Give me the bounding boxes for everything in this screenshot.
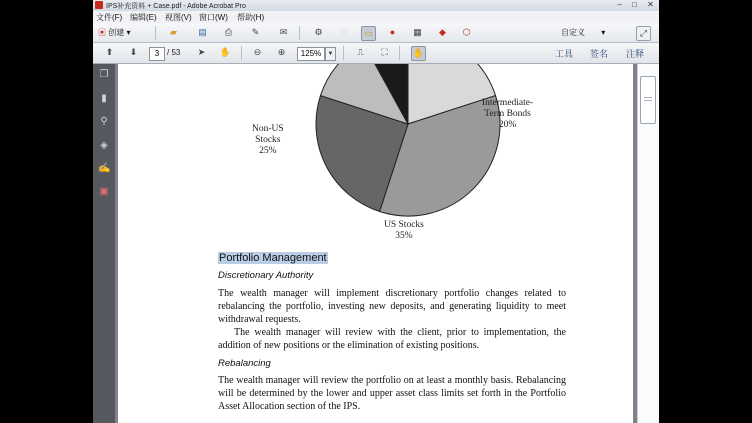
menu-view[interactable]: 视图(V) [165, 13, 192, 22]
layers-icon[interactable]: ◈ [100, 140, 108, 151]
pie-label-nonus [252, 124, 284, 157]
pie-label-bonds-value: 20% [498, 120, 517, 130]
pie-label-bonds-line2: Term Bonds [484, 109, 531, 119]
section-heading [218, 252, 328, 264]
vertical-scrollbar[interactable] [637, 64, 659, 423]
open-folder-icon[interactable]: ▰ [170, 27, 177, 37]
email-icon[interactable]: ✉ [279, 27, 288, 37]
next-page-icon[interactable]: ⬇ [129, 47, 138, 57]
scrollbar-grip [644, 97, 652, 98]
toolbar-divider [241, 46, 242, 60]
sticky-note-icon[interactable]: ▭ [361, 26, 376, 41]
pdf-page [118, 64, 633, 423]
create-label: 创建 [108, 28, 125, 37]
navigation-pane [93, 64, 115, 423]
allocation-pie-chart [118, 64, 633, 244]
scrollbar-thumb[interactable] [640, 76, 656, 124]
chevron-down-icon: ▾ [601, 28, 606, 37]
toolbar-divider [299, 26, 300, 40]
tools-pane-link[interactable]: 工具 [555, 49, 574, 59]
save-icon[interactable]: ▤ [198, 27, 207, 37]
subheading-rebalancing: Rebalancing [218, 358, 271, 369]
zoom-dropdown-icon[interactable]: ▼ [325, 47, 336, 61]
read-mode-icon[interactable]: ✋ [411, 46, 426, 61]
maximize-button[interactable]: □ [632, 0, 637, 9]
heading-highlight: Portfolio Management [219, 252, 327, 264]
attachments-icon[interactable]: ⚲ [100, 116, 108, 127]
menu-file[interactable]: 文件(F) [96, 13, 123, 22]
page-number-input[interactable]: 3 [149, 47, 165, 61]
markup-icon[interactable]: ▦ [413, 27, 422, 37]
pie-label-us-line1: US Stocks [384, 220, 424, 230]
share-icon[interactable]: ⬡ [462, 27, 471, 37]
fit-width-icon[interactable]: ⛶ [381, 47, 388, 57]
pie-label-nonus-value: 25% [259, 146, 277, 156]
close-button[interactable]: ✕ [647, 0, 654, 9]
toolbar-divider [343, 46, 344, 60]
pie-label-us-value: 35% [395, 231, 413, 241]
scrollbar-grip [644, 100, 652, 101]
zoom-input[interactable]: 125% [297, 47, 325, 61]
zoom-out-icon[interactable]: ⊖ [253, 47, 262, 57]
fit-page-icon[interactable]: ⎍ [357, 47, 364, 57]
zoom-in-icon[interactable]: ⊕ [277, 47, 286, 57]
highlight-icon[interactable]: ◆ [439, 27, 446, 37]
toolbar-divider [155, 26, 156, 40]
paragraph-rebalancing: The wealth manager will review the portfolio on at least a monthly basis. Rebalancing will be determined by the lower and upper asset class limits set forth in the Portfolio Asset Allocation section of the IPS. [218, 375, 566, 412]
hand-tool-icon[interactable]: ✋ [219, 47, 232, 57]
menu-window[interactable]: 窗口(W) [199, 13, 228, 22]
menu-edit[interactable]: 编辑(E) [130, 13, 157, 22]
chevron-down-icon: ▾ [126, 28, 131, 37]
menu-bar [93, 11, 659, 23]
settings-icon[interactable]: ⚙ [314, 27, 323, 37]
create-icon: ▣ [98, 28, 106, 37]
acrobat-app-icon [95, 1, 103, 9]
paragraph-review-text: The wealth manager will review with the client, prior to implementation, the addition of new positions or the elimination of existing positions. [218, 327, 566, 351]
stamp-icon[interactable]: ● [389, 27, 396, 37]
title-bar [93, 0, 659, 11]
create-button[interactable] [98, 26, 130, 39]
minimize-button[interactable]: – [617, 0, 622, 9]
main-toolbar [93, 23, 659, 43]
document-area [115, 64, 659, 423]
subheading-discretionary: Discretionary Authority [218, 270, 314, 281]
print-icon[interactable]: ⎙ [224, 27, 233, 37]
acrobat-window [93, 0, 659, 423]
menu-help[interactable]: 帮助(H) [237, 13, 265, 22]
toolbar-divider [399, 46, 400, 60]
edit-document-icon[interactable]: ✎ [251, 27, 260, 37]
content-icon[interactable]: ▣ [99, 186, 109, 197]
pie-label-us [384, 220, 424, 242]
window-title: IPS补充资料 + Case.pdf - Adobe Acrobat Pro [106, 3, 246, 10]
expand-toolbar-icon[interactable]: ⤢ [636, 26, 651, 41]
select-cursor-icon[interactable]: ➤ [197, 47, 206, 57]
customize-dropdown[interactable] [561, 27, 605, 39]
customize-label: 自定义 [561, 28, 585, 37]
pie-label-nonus-line1: Non-US [252, 124, 284, 134]
pie-label-bonds [482, 98, 533, 131]
comment-pane-link[interactable]: 注释 [626, 49, 645, 59]
page-count: / 53 [167, 48, 181, 57]
paragraph-review [218, 327, 566, 353]
pie-label-nonus-line2: Stocks [255, 135, 281, 145]
previous-page-icon[interactable]: ⬆ [105, 47, 114, 57]
pie-label-bonds-line1: Intermediate- [482, 98, 534, 108]
paragraph-discretionary: The wealth manager will implement discretionary portfolio changes related to rebalancing the portfolio, investing new deposits, and generating liquidity to meet withdrawal requests. [218, 288, 566, 325]
page-thumbnails-icon[interactable]: ❐ [99, 69, 109, 80]
navigation-toolbar [93, 43, 659, 64]
bookmarks-icon[interactable]: ▮ [101, 93, 107, 104]
sign-pane-link[interactable]: 签名 [590, 49, 609, 59]
signatures-icon[interactable]: ✍ [98, 163, 111, 174]
comment-bubble-icon[interactable]: ◌ [340, 27, 347, 37]
